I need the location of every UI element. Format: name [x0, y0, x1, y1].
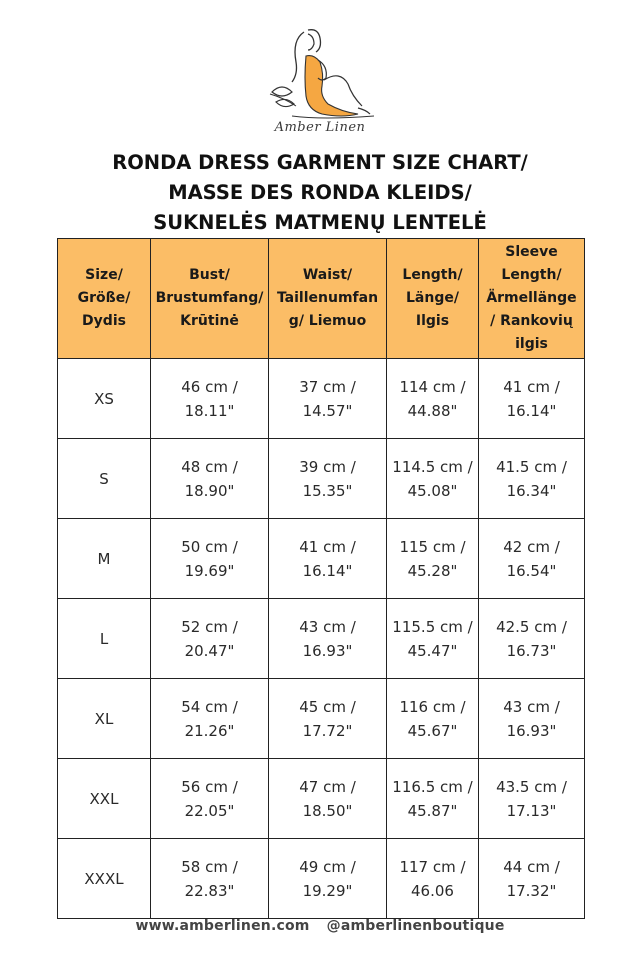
sleeve-cell: 44 cm / 17.32" [479, 839, 585, 919]
table-row [58, 439, 585, 519]
title-line: MASSE DES RONDA KLEIDS/ [168, 181, 472, 204]
waist-cell: 37 cm / 14.57" [269, 359, 387, 439]
sleeve-cell: 43 cm / 16.93" [479, 679, 585, 759]
brand-name: Amber Linen [274, 120, 366, 135]
bust-cell: 58 cm / 22.83" [151, 839, 269, 919]
header-bust: Bust/ Brustumfang/ Krūtinė [151, 239, 269, 359]
table-header-row [58, 239, 585, 359]
size-label-cell: XXL [58, 759, 151, 839]
size-label-cell: S [58, 439, 151, 519]
table-row [58, 359, 585, 439]
footer [0, 918, 640, 934]
table-row [58, 599, 585, 679]
waist-cell: 39 cm / 15.35" [269, 439, 387, 519]
sleeve-cell: 42.5 cm / 16.73" [479, 599, 585, 679]
waist-cell: 49 cm / 19.29" [269, 839, 387, 919]
page-title [0, 148, 640, 238]
size-label-cell: XL [58, 679, 151, 759]
table-row [58, 519, 585, 599]
bust-cell: 48 cm / 18.90" [151, 439, 269, 519]
length-cell: 117 cm / 46.06 [387, 839, 479, 919]
waist-cell: 45 cm / 17.72" [269, 679, 387, 759]
title-line: RONDA DRESS GARMENT SIZE CHART/ [112, 151, 528, 174]
title-line: SUKNELĖS MATMENŲ LENTELĖ [153, 211, 487, 234]
sleeve-cell: 43.5 cm / 17.13" [479, 759, 585, 839]
header-waist: Waist/ Taillenumfan g/ Liemuo [269, 239, 387, 359]
size-label-cell: XXXL [58, 839, 151, 919]
table-row [58, 839, 585, 919]
bust-cell: 52 cm / 20.47" [151, 599, 269, 679]
sleeve-cell: 41 cm / 16.14" [479, 359, 585, 439]
length-cell: 115 cm / 45.28" [387, 519, 479, 599]
table-row [58, 759, 585, 839]
length-cell: 114 cm / 44.88" [387, 359, 479, 439]
bust-cell: 50 cm / 19.69" [151, 519, 269, 599]
header-length: Length/ Länge/ Ilgis [387, 239, 479, 359]
length-cell: 116 cm / 45.67" [387, 679, 479, 759]
waist-cell: 41 cm / 16.14" [269, 519, 387, 599]
bust-cell: 56 cm / 22.05" [151, 759, 269, 839]
social-handle[interactable]: @amberlinenboutique [326, 918, 505, 934]
length-cell: 114.5 cm / 45.08" [387, 439, 479, 519]
sleeve-cell: 42 cm / 16.54" [479, 519, 585, 599]
waist-cell: 47 cm / 18.50" [269, 759, 387, 839]
table-row [58, 679, 585, 759]
size-label-cell: L [58, 599, 151, 679]
size-label-cell: M [58, 519, 151, 599]
website-link[interactable]: www.amberlinen.com [135, 918, 310, 934]
sleeve-cell: 41.5 cm / 16.34" [479, 439, 585, 519]
header-size: Size/ Größe/ Dydis [58, 239, 151, 359]
length-cell: 115.5 cm / 45.47" [387, 599, 479, 679]
bust-cell: 54 cm / 21.26" [151, 679, 269, 759]
size-label-cell: XS [58, 359, 151, 439]
size-chart-table [57, 238, 585, 919]
bust-cell: 46 cm / 18.11" [151, 359, 269, 439]
woman-figure-icon [262, 22, 378, 122]
header-sleeve-length: Sleeve Length/ Ärmellänge / Rankovių ilgis [479, 239, 585, 359]
length-cell: 116.5 cm / 45.87" [387, 759, 479, 839]
waist-cell: 43 cm / 16.93" [269, 599, 387, 679]
